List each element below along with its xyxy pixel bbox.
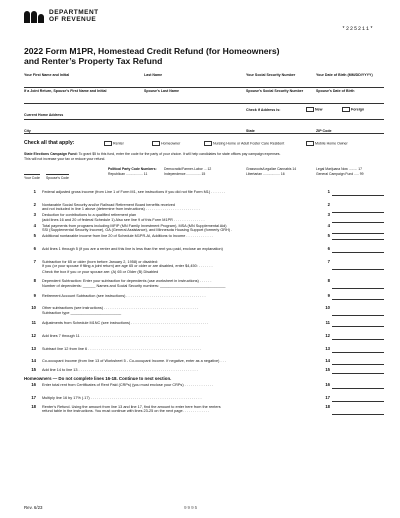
line-amount-field[interactable] xyxy=(332,408,384,415)
line-description: Other subtractions (see instructions) . . . . . . . . . . . . . . . . . . . . . . . . . . . . . . . . . . . . . . . . . . . . . xyxy=(42,306,198,311)
line-ref-number: 13 xyxy=(325,345,330,351)
spouse-row xyxy=(24,88,384,104)
line-ref-number: 3 xyxy=(327,212,330,218)
line-amount-field[interactable] xyxy=(332,293,384,300)
line-number: 3 xyxy=(33,212,36,218)
form-title xyxy=(24,46,279,66)
line-description: Subtraction for 65 or older (born before January 2, 1958) or disabled: xyxy=(42,259,158,264)
line-ref-number: 4 xyxy=(327,222,330,228)
form-line-5 xyxy=(24,234,384,243)
nursing-home-checkbox[interactable] xyxy=(204,141,284,146)
line-ref-number: 11 xyxy=(325,319,330,325)
logo-line-2: OF REVENUE xyxy=(49,15,97,23)
line-amount-field[interactable] xyxy=(332,395,384,402)
line-description: Nontaxable Social Security and/or Railroad Retirement Board benefits received xyxy=(42,202,175,207)
line-amount-field[interactable] xyxy=(332,263,384,270)
line-description-cont: Number of dependents: ______ Names and Social Security numbers: _______________________________ xyxy=(42,283,226,288)
form-line-checkbox-row xyxy=(24,270,384,279)
line-ref-number: 17 xyxy=(325,395,330,401)
line-number: 2 xyxy=(33,201,36,207)
title-line-2: and Renter’s Property Tax Refund xyxy=(24,56,163,66)
line-amount-field[interactable] xyxy=(332,216,384,223)
line-amount-field[interactable] xyxy=(332,346,384,353)
line-description: Add lines 1 through 5 (if you are a renter and this line is less than the rent you paid, enclose an explanation) xyxy=(42,247,223,252)
party-code-dfl: Democratic/Farmer-Labor ... 12 xyxy=(164,167,212,171)
line-description: Dependent Subtraction: Enter your subtraction for dependents (use worksheet in instructions) . . . . . . xyxy=(42,279,212,284)
line-amount-field[interactable] xyxy=(332,189,384,196)
logo-line-1: DEPARTMENT xyxy=(49,9,99,16)
line-amount-field[interactable] xyxy=(332,233,384,240)
line-description: Adjustments from Schedule M1NC (see instructions) . . . . . . . . . . . . . . . . . . . . . . . . . . . . . . . . . . . . . xyxy=(42,320,209,325)
form-line-12 xyxy=(24,334,384,343)
dob-field[interactable]: Your Date of Birth (MM/DD/YYYY) xyxy=(316,73,373,77)
line-amount-field[interactable] xyxy=(332,246,384,253)
form-line-7 xyxy=(24,260,384,271)
address-row xyxy=(24,104,384,120)
line-description-cont: If you (or your spouse if filing a joint return) are age 65 or older or are disabled, enter $4,450: . . . . . . . xyxy=(42,264,213,269)
ssn-field[interactable]: Your Social Security Number xyxy=(246,73,296,77)
check-all-label: Check all that apply: xyxy=(24,140,75,146)
city-field[interactable]: City xyxy=(24,129,31,133)
state-field[interactable]: State xyxy=(246,129,255,133)
form-line-17 xyxy=(24,396,384,405)
line-number: 4 xyxy=(33,222,36,228)
form-line-11 xyxy=(24,321,384,330)
line-description: Check the box if you or your spouse are: (A) 65 or Older (B) Disabled xyxy=(42,270,159,275)
title-line-1: 2022 Form M1PR, Homestead Credit Refund (for Homeowners) xyxy=(24,46,280,56)
zip-field[interactable]: ZIP Code xyxy=(316,129,332,133)
revision-date: Rev. 6/23 xyxy=(24,505,43,510)
line-number: 16 xyxy=(31,382,36,388)
line-description: Co-occupant Income (from line 13 of Worksheet 5 - Co-occupant Income. If negative, enter as a negative) . . . xyxy=(42,359,226,364)
form-line-8 xyxy=(24,279,384,290)
line-number: 7 xyxy=(33,258,36,264)
party-code-libertarian: Libertarian .................. 16 xyxy=(246,172,285,176)
line-number: 5 xyxy=(33,233,36,239)
line-ref-number: 16 xyxy=(325,382,330,388)
party-code-legal-marijuana: Legal Marijuana Now ......... 17 xyxy=(316,167,362,171)
line-description-cont: and not included in line 1 above (determine from instructions) . . . . . . . . . . . . . . . . . . . . . . . . . . xyxy=(42,207,200,212)
line-ref-number: 18 xyxy=(325,404,330,410)
last-name-field[interactable]: Last Name xyxy=(144,73,163,77)
line-amount-field[interactable] xyxy=(332,320,384,327)
line-ref-number: 7 xyxy=(327,258,330,264)
renter-label: Renter xyxy=(113,141,124,146)
line-description: Subtract line 12 from line 6 . . . . . . . . . . . . . . . . . . . . . . . . . . . . . . . . . . . . . . . . . . . . . . . . . . . . . . xyxy=(42,346,202,351)
form-barcode-id: *225211* xyxy=(341,26,374,32)
line-ref-number: 14 xyxy=(325,358,330,364)
campaign-fund-section xyxy=(24,152,384,161)
campaign-text-2: This will not increase your tax or reduce your refund. xyxy=(24,156,106,161)
homeowner-label: Homeowner xyxy=(161,141,181,146)
mobile-home-checkbox[interactable] xyxy=(306,141,348,146)
line-number: 13 xyxy=(31,345,36,351)
party-code-independence: Independence ............... 15 xyxy=(164,172,206,176)
line-number: 17 xyxy=(31,395,36,401)
renter-checkbox[interactable] xyxy=(104,141,124,146)
homeowners-note: Homeowners — Do not complete lines 16-18. Continue to next section. xyxy=(24,375,172,381)
line-number: 9 xyxy=(33,292,36,298)
line-amount-field[interactable] xyxy=(332,358,384,365)
line-description: Renter’s Refund. Using the amount from line 13 and line 17, find the amount to enter here from the renters xyxy=(42,405,221,410)
party-code-general: General Campaign Fund ..... 99 xyxy=(316,172,364,176)
spouse-code-field[interactable]: Spouse’s Code xyxy=(46,176,69,180)
line-ref-number: 5 xyxy=(327,233,330,239)
form-line-9 xyxy=(24,294,384,303)
form-code: 9995 xyxy=(184,505,199,510)
taxpayer-info-fields xyxy=(24,72,384,134)
form-line-16 xyxy=(24,383,384,392)
line-ref-number: 15 xyxy=(325,367,330,373)
line-ref-number: 12 xyxy=(325,332,330,338)
line-number: 18 xyxy=(31,404,36,410)
line-amount-field[interactable] xyxy=(332,367,384,374)
form-line-18 xyxy=(24,405,384,416)
form-header xyxy=(24,10,384,44)
form-line-6 xyxy=(24,247,384,256)
campaign-heading: State Elections Campaign Fund: xyxy=(24,152,78,156)
address-field[interactable]: Current Home Address xyxy=(24,113,64,117)
name-row xyxy=(24,72,384,88)
form-line-13 xyxy=(24,347,384,356)
line-description: Add line 14 to line 13 . . . . . . . . . . . . . . . . . . . . . . . . . . . . . . . . . . . . . . . . . . . . . . . . . . . . . . . . . xyxy=(42,368,198,373)
line-description: Multiply line 16 by 17% (.17) . . . . . . . . . . . . . . . . . . . . . . . . . . . . . . . . . . . . . . . . . . . . . . . . . . . . . xyxy=(42,396,202,401)
line-ref-number: 8 xyxy=(327,278,330,284)
check-if-address-label: Check if Address is: xyxy=(246,108,281,112)
homeowner-checkbox[interactable] xyxy=(152,141,180,146)
line-ref-number: 10 xyxy=(325,305,330,311)
line-amount-field[interactable] xyxy=(332,206,384,213)
mobile-home-label: Mobile Home Owner xyxy=(315,141,348,146)
party-code-grassroots: Grassroots/Legalize Cannabis 14 xyxy=(246,167,297,171)
spouse-first-name-field[interactable]: If a Joint Return, Spouse’s First Name and Initial xyxy=(24,89,107,93)
line-description-cont: refund table in the instructions. You must continue with lines 23-25 on the next page. . . . . . . . . . . . . xyxy=(42,409,209,414)
campaign-text: To grant $5 to this fund, enter the code for the party of your choice. It will help candidates for state offices pay campaign expenses. xyxy=(78,152,281,156)
line-amount-field[interactable] xyxy=(332,333,384,340)
line-description: Additional nontaxable income from line 20 of Schedule M1PR-AI, Additions to Income . . . . . . . . . . . . . xyxy=(42,234,213,239)
line-number: 15 xyxy=(31,367,36,373)
line-description-cont: Subtraction type ________________________ xyxy=(42,310,122,315)
line-description: Total payments from programs including MFIP (MN Family Investment Program), MSA (MN Supplemental Aid) xyxy=(42,223,227,228)
address-new-label: New xyxy=(315,107,323,112)
address-foreign-label: Foreign xyxy=(351,107,365,112)
line-number: 8 xyxy=(33,278,36,284)
line-description: Federal adjusted gross income (from Line 1 of Form M1, see instructions if you did not file Form M1) . . . . . . . xyxy=(42,190,225,194)
line-amount-field[interactable] xyxy=(332,309,384,316)
form-line-1 xyxy=(24,190,384,199)
form-line-4 xyxy=(24,224,384,235)
spouse-ssn-field[interactable]: Spouse’s Social Security Number xyxy=(246,89,304,93)
address-new-checkbox[interactable] xyxy=(306,107,322,112)
line-description: Add lines 7 through 11 . . . . . . . . . . . . . . . . . . . . . . . . . . . . . . . . . . . . . . . . . . . . . . . . . . . . . . . . . xyxy=(42,333,200,338)
line-number: 10 xyxy=(31,305,36,311)
line-ref-number: 1 xyxy=(327,189,330,194)
party-codes-label: Political Party Code Numbers: xyxy=(108,167,157,171)
line-amount-field[interactable] xyxy=(332,382,384,389)
party-code-republican: Republican .................. 11 xyxy=(108,172,148,176)
line-number: 12 xyxy=(31,332,36,338)
line-ref-number: 9 xyxy=(327,292,330,298)
party-codes xyxy=(24,167,384,181)
line-amount-field[interactable] xyxy=(332,282,384,289)
line-description: Deduction for contributions to a qualified retirement plan xyxy=(42,213,137,218)
first-name-field[interactable]: Your First Name and Initial xyxy=(24,73,70,77)
mn-revenue-logo xyxy=(24,10,99,23)
spouse-last-name-field[interactable]: Spouse’s Last Name xyxy=(144,89,180,93)
spouse-dob-field[interactable]: Spouse’s Date of Birth xyxy=(316,89,355,93)
nursing-home-label: Nursing Home or Adult Foster Care Resident xyxy=(213,141,285,146)
line-number: 14 xyxy=(31,358,36,364)
form-line-2 xyxy=(24,203,384,214)
line-number: 11 xyxy=(31,319,36,325)
city-row xyxy=(24,120,384,134)
line-description-cont: (add lines 16 and 20 of federal Schedule 1) Also see line 9 of this Form M1PR . . . . . . . . . . . . . . . xyxy=(42,217,205,222)
line-description: Enter total rent from Certificates of Rent Paid (CRPs) (you must enclose your CRPs) . . . . . . . . . . . . . . xyxy=(42,383,214,388)
line-ref-number: 2 xyxy=(327,201,330,207)
line-number: 1 xyxy=(33,189,36,194)
form-line-10 xyxy=(24,306,384,317)
check-all-row xyxy=(24,138,384,148)
address-foreign-checkbox[interactable] xyxy=(342,107,364,112)
income-lines xyxy=(24,190,384,416)
line-description-cont: SSI (Supplemental Security Income), GA (General Assistance), and Minnesota Housing Support (formerly GRH) . xyxy=(42,228,233,233)
mn-logo-icon xyxy=(24,11,46,23)
your-code-field[interactable]: Your Code xyxy=(24,176,40,180)
form-line-14 xyxy=(24,359,384,368)
line-ref-number: 6 xyxy=(327,246,330,252)
form-line-3 xyxy=(24,213,384,224)
line-number: 6 xyxy=(33,246,36,252)
line-description: Retirement Account Subtraction (see instructions) . . . . . . . . . . . . . . . . . . . . . . . . . . . . . . . . . . . . . . xyxy=(42,293,206,298)
